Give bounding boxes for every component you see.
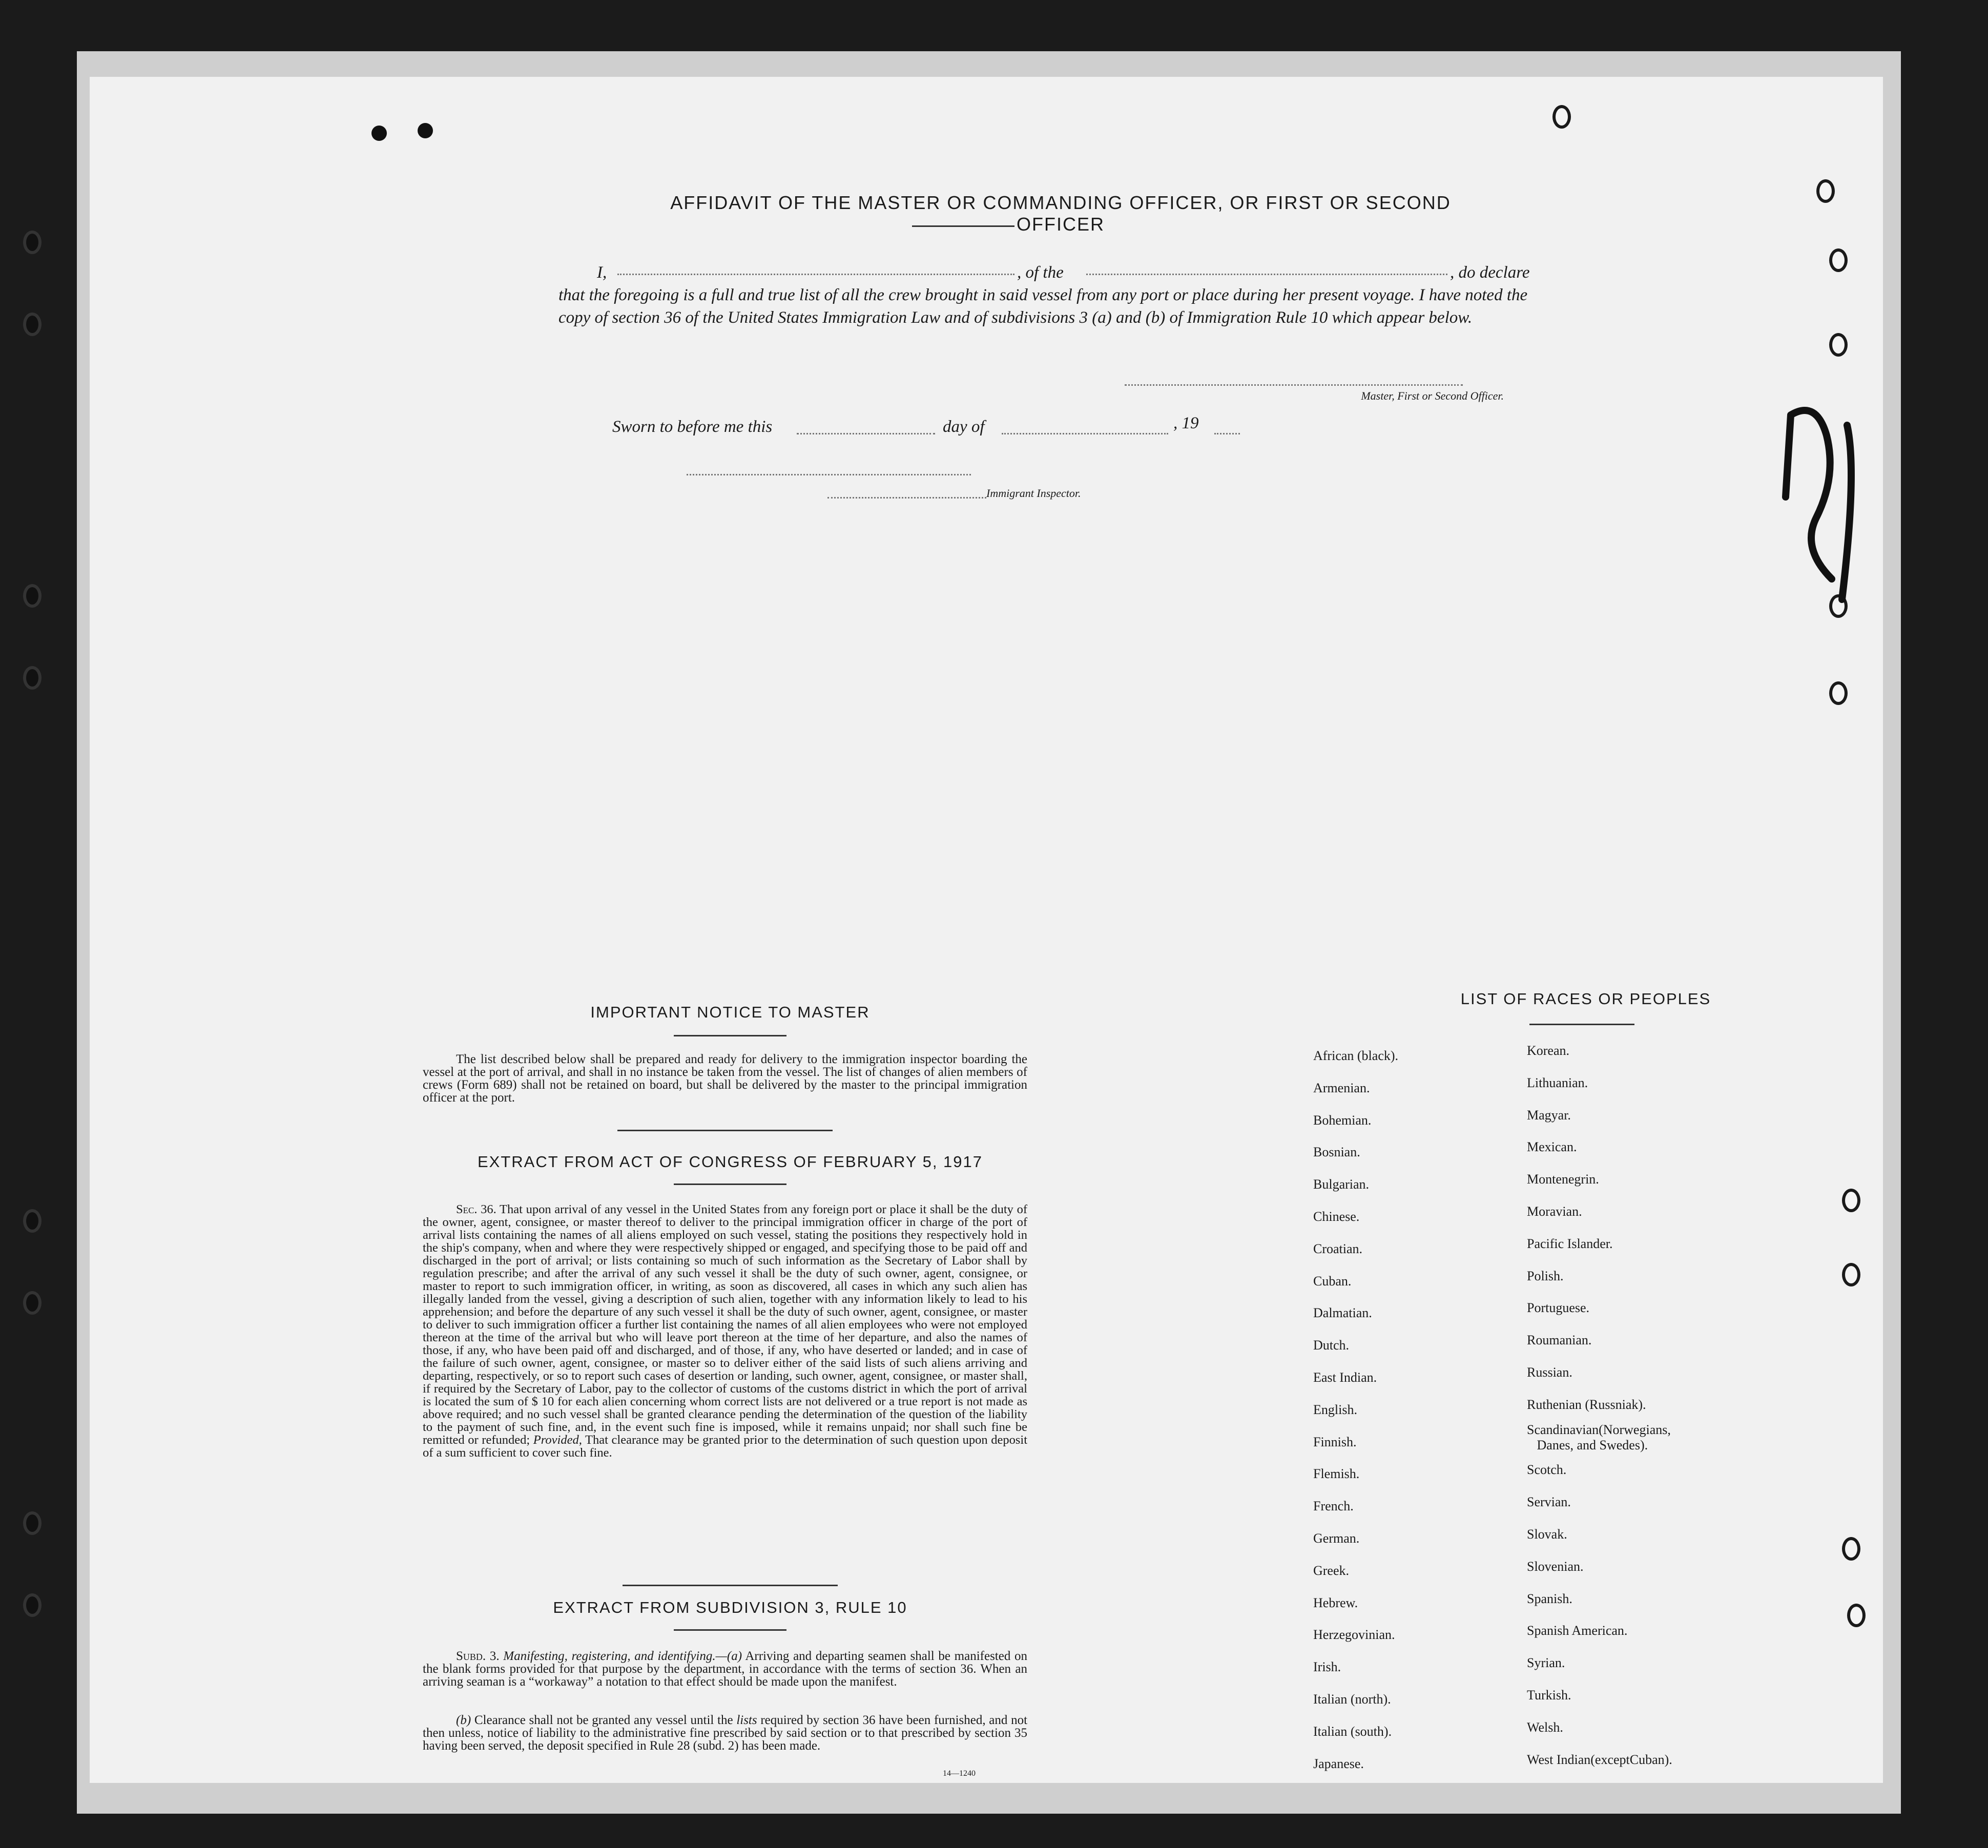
rule-extract-title: EXTRACT FROM SUBDIVISION 3, RULE 10: [553, 1598, 907, 1616]
race-item: West Indian(exceptCuban).: [1527, 1752, 1672, 1767]
punch-hole: [1829, 333, 1848, 357]
race-item: Bulgarian.: [1313, 1177, 1370, 1192]
race-item: Greek.: [1313, 1563, 1350, 1578]
race-item: Syrian.: [1527, 1655, 1565, 1671]
race-item: French.: [1313, 1499, 1354, 1514]
subd-b-label: (b): [456, 1713, 471, 1727]
vessel-blank-field[interactable]: [1086, 274, 1447, 275]
race-item: Bohemian.: [1313, 1112, 1372, 1128]
form-number: 14—1240: [943, 1769, 976, 1778]
day-of-label: day of: [943, 418, 985, 436]
punch-hole: [1842, 1189, 1860, 1212]
notice-title: IMPORTANT NOTICE TO MASTER: [590, 1003, 870, 1021]
race-item: Armenian.: [1313, 1080, 1370, 1095]
affidavit-title: AFFIDAVIT OF THE MASTER OR COMMANDING OFFICER, OR FIRST OR SECOND OFFICER: [670, 192, 1451, 235]
race-item: Bosnian.: [1313, 1145, 1360, 1160]
race-item: Lithuanian.: [1527, 1075, 1588, 1090]
sworn-month-field[interactable]: [1002, 433, 1168, 434]
race-item: Finnish.: [1313, 1434, 1357, 1449]
affidavit-declaration: [558, 261, 1552, 329]
punch-hole: [1552, 105, 1571, 129]
binder-hole: [23, 1291, 42, 1315]
handwritten-mark: [1770, 394, 1873, 610]
punch-hole: [1829, 248, 1848, 272]
punch-hole: [1829, 681, 1848, 705]
race-item: Spanish.: [1527, 1591, 1572, 1606]
race-item: Flemish.: [1313, 1466, 1360, 1482]
do-declare-label: , do declare: [1450, 263, 1530, 282]
race-item: Korean.: [1527, 1043, 1570, 1058]
sworn-label: Sworn to before me this: [612, 418, 773, 436]
race-item: Dutch.: [1313, 1338, 1350, 1353]
race-item: Portuguese.: [1527, 1300, 1590, 1316]
subdivision-3b-text: [423, 1714, 1027, 1752]
i-label: I,: [597, 263, 607, 282]
race-item: Hebrew.: [1313, 1595, 1358, 1610]
inspector-signature-line[interactable]: [687, 474, 971, 475]
binder-hole: [23, 1593, 42, 1617]
race-item: Herzegovinian.: [1313, 1627, 1395, 1643]
race-item: English.: [1313, 1402, 1357, 1417]
section-36-body: That upon arrival of any vessel in the United States from any foreign port or place it shall be the duty of the owner, agent, consignee, or master thereof to deliver to the principal immigration officer in charge of the port of arrival lists containing the names of all aliens employed on such vessel, stating the positions they respectively hold in the ship's company, when and where they were respectively shipped or engaged, and specifying those to be paid off and discharged in the port of arrival; or lists containing so much of such information as the Secretary of Labor shall by regulation prescribe; and after the arrival of any such vessel it shall be the duty of such owner, agent, consignee, or master to report to such immigration officer, in writing, as soon as discovered, all cases in which any such alien has illegally landed from the vessel, giving a description of such alien, together with any information likely to lead to his apprehension; and before the departure of any such vessel it shall be the duty of such owner, agent, consignee, or master to deliver to such immigration officer a further list containing the names of all alien employees who were not employed thereon at the time of the arrival but who will leave port thereon at the time of her departure, and also the names of those, if any, who have been paid off and discharged, and of those, if any, who have deserted or landed; and in case of the failure of such owner, agent, consignee, or master so to deliver either of the said lists of such aliens arriving and departing, respectively, or so to report such cases of desertion or landing, such owner, agent, consignee, or master shall, if required by the Secretary of Labor, pay to the collector of customs of the customs district in which the port of arrival is located the sum of $ 10 for each alien concerning whom correct lists are not delivered or a true report is not made as above required; and no such vessel shall be granted clearance pending the determination of the question of the liability to the payment of such fine, and, in the event such fine is imposed, while it remains unpaid; nor shall such fine be remitted or refunded;: [423, 1202, 1027, 1447]
race-item: Chinese.: [1313, 1209, 1360, 1224]
race-item: Ruthenian (Russniak).: [1527, 1397, 1646, 1412]
punch-hole: [1842, 1537, 1860, 1561]
inspector-caption: Immigrant Inspector.: [986, 487, 1081, 500]
name-blank-field[interactable]: [617, 274, 1014, 275]
race-item: Slovak.: [1527, 1526, 1567, 1542]
subdivision-3a-text: [423, 1650, 1027, 1688]
punch-hole: [1847, 1604, 1866, 1627]
race-item: Spanish American.: [1527, 1623, 1628, 1638]
race-item: Dalmatian.: [1313, 1305, 1372, 1321]
race-item: Japanese.: [1313, 1756, 1364, 1771]
binder-hole: [23, 231, 42, 254]
subd-heading: Manifesting, registering, and identifying.: [503, 1649, 716, 1663]
title-underline: [912, 225, 1014, 227]
races-column-1: [1313, 1040, 1398, 1780]
binder-hole: [23, 584, 42, 608]
provided-label: Provided,: [533, 1433, 582, 1447]
act-extract-title: EXTRACT FROM ACT OF CONGRESS OF FEBRUARY 5, 1917: [477, 1153, 983, 1171]
race-item: Scandinavian(Norwegians, Danes, and Swedes).: [1527, 1422, 1671, 1452]
punch-hole-dot: [371, 126, 387, 141]
race-item: Italian (south).: [1313, 1724, 1392, 1739]
sworn-year-field[interactable]: [1214, 433, 1240, 434]
race-item: Pacific Islander.: [1527, 1236, 1613, 1251]
declaration-text: that the foregoing is a full and true list of all the crew brought in said vessel from any port or place during her present voyage. I have noted the copy of section 36 of the United States Immigration Law and of subdivisions 3 (a) and (b) of Immigration Rule 10 which appear below.: [558, 286, 1528, 327]
subd-label: Subd. 3.: [456, 1649, 500, 1663]
race-item: East Indian.: [1313, 1369, 1377, 1385]
binder-hole: [23, 1209, 42, 1233]
rule-underline: [674, 1629, 786, 1631]
binder-hole: [23, 313, 42, 336]
races-title: LIST OF RACES OR PEOPLES: [1460, 990, 1711, 1008]
section-divider: [617, 1130, 833, 1131]
race-item: Russian.: [1527, 1364, 1572, 1380]
sworn-day-field[interactable]: [797, 433, 935, 434]
inspector-signature-line-2[interactable]: [827, 497, 986, 499]
races-column-2: [1527, 1035, 1672, 1776]
races-underline: [1529, 1024, 1634, 1025]
race-item: Moravian.: [1527, 1203, 1582, 1219]
subd-a-text: Arriving and departing seamen shall be manifested on the blank forms provided for that purpose by the department, in accordance with the terms of section 36. When an arriving seaman is a “workaway” a notation to that effect should be made upon the manifest.: [423, 1649, 1028, 1689]
race-item: Mexican.: [1527, 1139, 1577, 1155]
of-the-label: , of the: [1017, 263, 1064, 282]
master-signature-caption: Master, First or Second Officer.: [1361, 389, 1504, 402]
race-item: Turkish.: [1527, 1687, 1571, 1702]
act-underline: [674, 1183, 786, 1185]
race-item: Irish.: [1313, 1659, 1341, 1675]
provided-text: That clearance may be granted prior to the determination of such question upon deposit of a sum sufficient to cover such fine.: [423, 1433, 1028, 1460]
race-item: Cuban.: [1313, 1273, 1352, 1289]
punch-hole: [1842, 1263, 1860, 1286]
subd-b-lists: lists: [736, 1713, 757, 1727]
race-item: Polish.: [1527, 1268, 1564, 1283]
binder-hole: [23, 1511, 42, 1535]
subd-b-text-1: Clearance shall not be granted any vessel until the: [474, 1713, 733, 1727]
race-item: Croatian.: [1313, 1241, 1363, 1256]
race-item: Magyar.: [1527, 1107, 1571, 1123]
punch-hole: [1816, 179, 1835, 203]
document-page: [90, 77, 1883, 1783]
race-item: Slovenian.: [1527, 1559, 1584, 1574]
master-signature-line[interactable]: [1125, 384, 1463, 386]
binder-hole: [23, 666, 42, 690]
year-label: , 19: [1173, 414, 1199, 432]
race-item: Servian.: [1527, 1494, 1571, 1510]
race-item: Roumanian.: [1527, 1333, 1592, 1348]
race-item: Montenegrin.: [1527, 1172, 1599, 1187]
section-label: Sec. 36.: [456, 1202, 496, 1216]
subd-b-text-2: required by section 36 have been furnished, and not then unless, notice of liability to the administrative fine prescribed by said section or to that prescribed by section 35 having been served, the deposit specified in Rule 28 (subd. 2) has been made.: [423, 1713, 1028, 1753]
race-item: Welsh.: [1527, 1719, 1563, 1735]
notice-body: The list described below shall be prepared and ready for delivery to the immigration inspector boarding the vessel at the port of arrival, and shall in no instance be taken from the vessel. The list of changes of alien members of crews (Form 689) shall not be retained on board, but shall be delivered by the master to the principal immigration officer at the port.: [423, 1052, 1027, 1105]
subd-a-label: —(a): [715, 1649, 742, 1663]
punch-hole-dot: [418, 123, 433, 138]
section-divider: [623, 1585, 838, 1586]
notice-underline: [674, 1035, 786, 1036]
race-item: Scotch.: [1527, 1462, 1567, 1478]
race-item: Italian (north).: [1313, 1691, 1391, 1707]
race-item: African (black).: [1313, 1048, 1399, 1063]
section-36-text: [423, 1203, 1027, 1459]
race-item: German.: [1313, 1530, 1360, 1546]
